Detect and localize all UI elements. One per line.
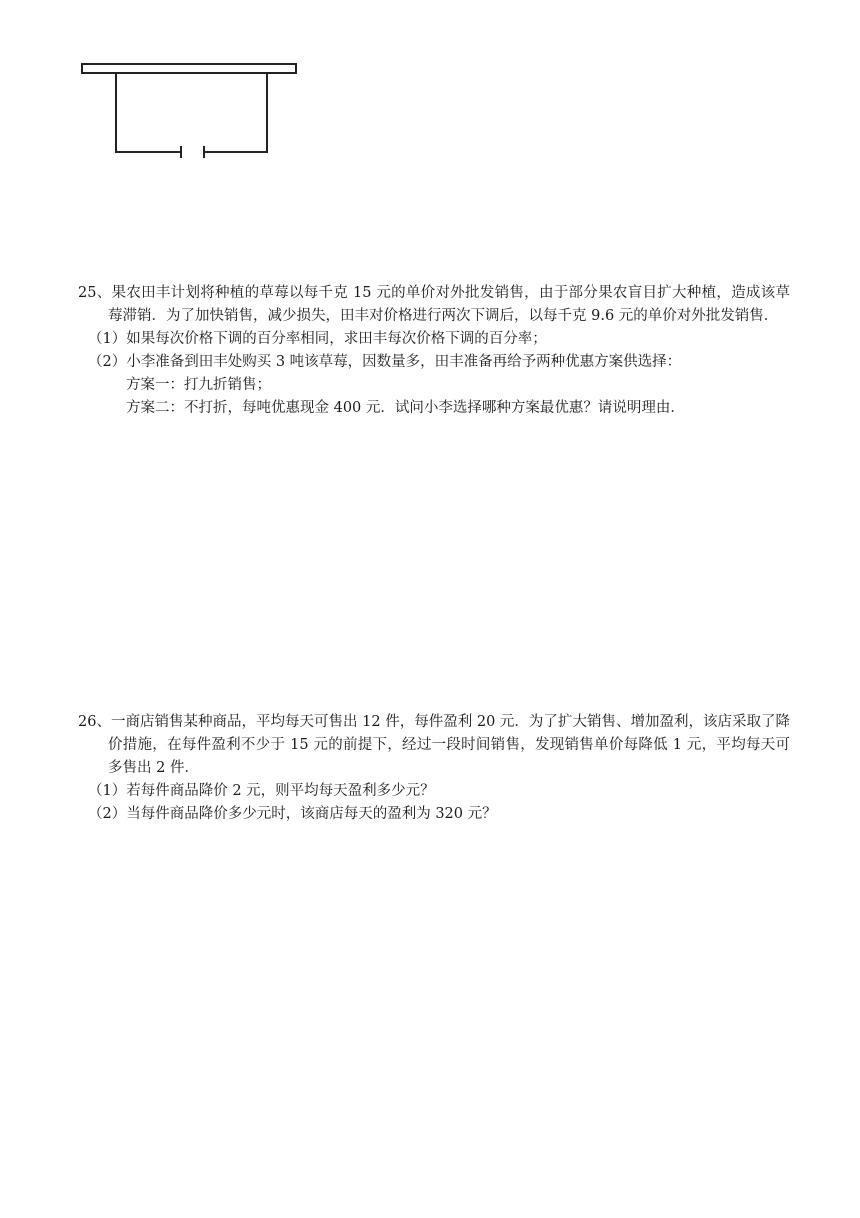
sub-question-2: （2）小李准备到田丰处购买 3 吨该草莓，因数量多，田丰准备再给予两种优惠方案供选择：: [88, 354, 682, 370]
problem-text: 果农田丰计划将种植的草莓以每千克 15 元的单价对外批发销售，由于部分果农盲目扩大种植，造成该草莓滞销．为了加快销售，减少损失，田丰对价格进行两次下调后，以每千克 9.6 元的单价对外批发销售．: [108, 285, 791, 324]
option-1: 方案一：打九折销售；: [126, 377, 271, 393]
problem-25: [78, 282, 790, 420]
enclosure-left-side: [116, 73, 181, 152]
problem-26: [78, 711, 790, 826]
problem-stem: [78, 711, 790, 780]
enclosure-right-side: [204, 73, 267, 152]
wall-enclosure-diagram: [80, 60, 300, 160]
sub-question-1: （1）如果每次价格下调的百分率相同，求田丰每次价格下调的百分率；: [88, 331, 547, 347]
option-2: 方案二：不打折，每吨优惠现金 400 元．试问小李选择哪种方案最优惠？请说明理由．: [126, 400, 685, 416]
wall-and-rectangle-enclosure-with-gap-diagram-icon: [80, 60, 300, 160]
problem-text: 一商店销售某种商品，平均每天可售出 12 件，每件盈利 20 元．为了扩大销售、增加盈利，该店采取了降价措施，在每件盈利不少于 15 元的前提下，经过一段时间销售，发现销售单价每降低 1 元，平均每天可多售出 2 件．: [108, 714, 790, 776]
wall-bar: [82, 64, 296, 73]
sub-question-2: （2）当每件商品降价多少元时，该商店每天的盈利为 320 元？: [88, 806, 497, 822]
problem-stem: [78, 282, 790, 328]
sub-question-1: （1）若每件商品降价 2 元，则平均每天盈利多少元？: [88, 783, 435, 799]
problem-number: 26、: [78, 714, 111, 730]
problem-number: 25、: [78, 285, 112, 301]
